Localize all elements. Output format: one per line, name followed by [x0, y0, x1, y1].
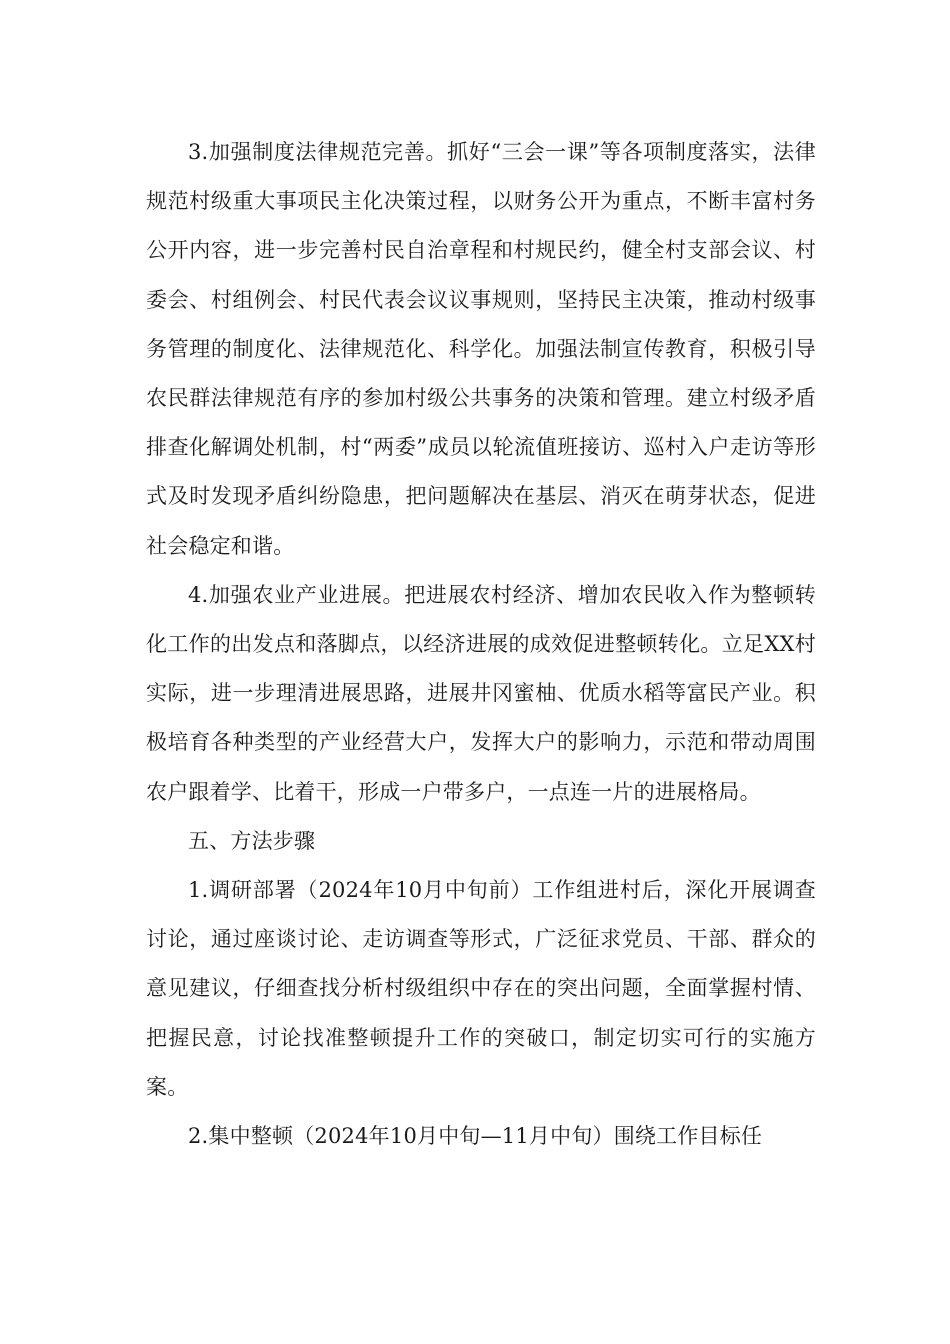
paragraph-agriculture-development: 4.加强农业产业进展。把进展农村经济、增加农民收入作为整顿转化工作的出发点和落脚点，以经济进展的成效促进整顿转化。立足XX村实际，进一步理清进展思路，进展井冈蜜柚、优质水稻等富民产业。积极培育各种类型的产业经营大户，发挥大户的影响力，示范和带动周围农户跟着学、比着干，形成一户带多户，一点连一片的进展格局。	[146, 582, 816, 804]
section-heading-methods-steps: 五、方法步骤	[188, 828, 316, 853]
paragraph-focused-rectification: 2.集中整顿（2024年10月中旬—11月中旬）围绕工作目标任	[188, 1124, 763, 1149]
paragraph-institution-improvement: 3.加强制度法律规范完善。抓好“三会一课”等各项制度落实，法律规范村级重大事项民主化决策过程，以财务公开为重点，不断丰富村务公开内容，进一步完善村民自治章程和村规民约，健全村支部会议、村委会、村组例会、村民代表会议议事规则，坚持民主决策，推动村级事务管理的制度化、法律规范化、科学化。加强法制宣传教育，积极引导农民群法律规范有序的参加村级公共事务的决策和管理。建立村级矛盾排查化解调处机制，村“两委”成员以轮流值班接访、巡村入户走访等形式及时发现矛盾纠纷隐患，把问题解决在基层、消灭在萌芽状态，促进社会稳定和谐。	[146, 140, 816, 558]
paragraph-research-deployment: 1.调研部署（2024年10月中旬前）工作组进村后，深化开展调查讨论，通过座谈讨论、走访调查等形式，广泛征求党员、干部、群众的意见建议，仔细查找分析村级组织中存在的突出问题，全面掌握村情、把握民意，讨论找准整顿提升工作的突破口，制定切实可行的实施方案。	[146, 878, 816, 1099]
document-body	[146, 128, 816, 1161]
